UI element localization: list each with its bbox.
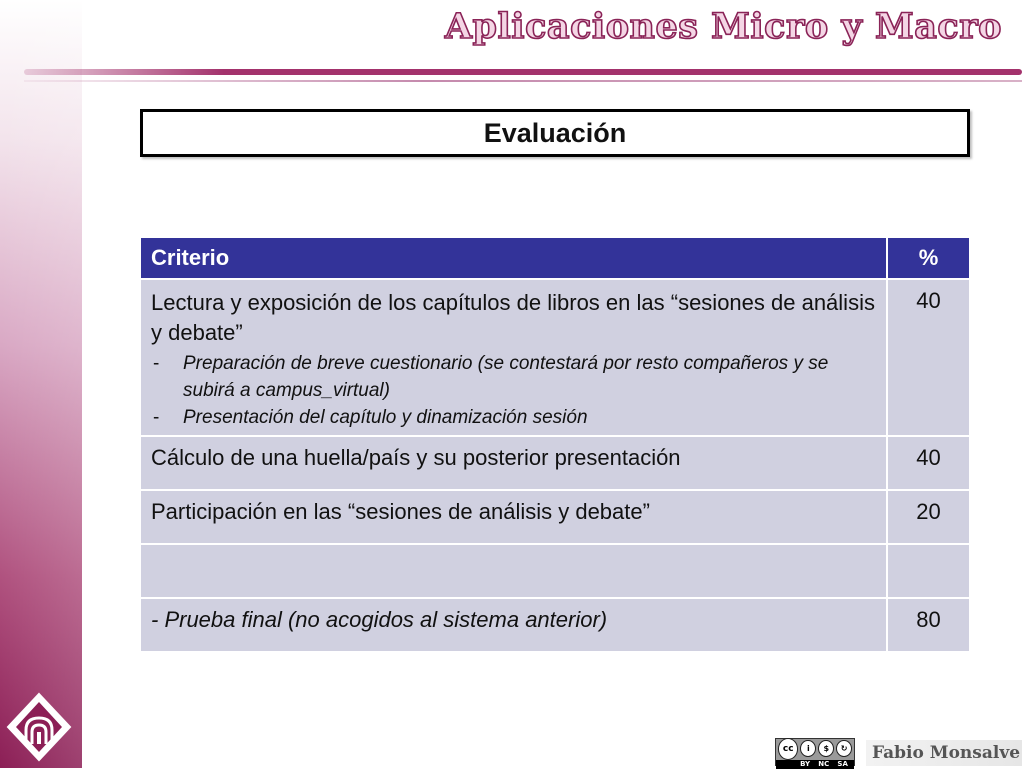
course-title: Aplicaciones Micro y Macro — [444, 6, 1002, 47]
criterion-cell — [141, 545, 888, 599]
table-row — [141, 280, 971, 437]
header-divider-thin — [24, 80, 1022, 82]
creative-commons-badge — [775, 738, 855, 766]
header-percent: % — [888, 238, 971, 280]
attribution-icon: i — [800, 740, 816, 757]
criterion-subitems — [151, 350, 876, 431]
percent-cell — [888, 545, 971, 599]
table-row — [141, 437, 971, 491]
criterion-cell — [141, 280, 888, 437]
criterion-cell: Cálculo de una huella/país y su posterior presentación — [141, 437, 888, 491]
license-label: NC — [818, 760, 830, 768]
license-label: SA — [837, 760, 848, 768]
slide-title-box — [140, 109, 970, 157]
table-row — [141, 491, 971, 545]
side-gradient-band — [0, 0, 82, 768]
criterion-subitem: - Preparación de breve cuestionario (se contestará por resto compañeros y se subirá a campus_virtual) — [151, 350, 876, 404]
slide-title: Evaluación — [483, 117, 627, 148]
criterion-cell: - Prueba final (no acogidos al sistema anterior) — [141, 599, 888, 653]
header-criterion: Criterio — [141, 238, 888, 280]
criterion-text: Lectura y exposición de los capítulos de libros en las “sesiones de análisis y debate” — [151, 290, 875, 345]
sharealike-icon: ↻ — [836, 740, 852, 757]
percent-cell: 40 — [888, 437, 971, 491]
percent-cell: 80 — [888, 599, 971, 653]
author-name: Fabio Monsalve — [866, 740, 1022, 766]
table-row-empty — [141, 545, 971, 599]
evaluation-table — [141, 238, 971, 653]
percent-cell: 40 — [888, 280, 971, 437]
license-label: BY — [800, 760, 811, 768]
noncommercial-icon: $ — [818, 740, 834, 757]
criterion-subitem: - Presentación del capítulo y dinamización sesión — [151, 404, 876, 431]
header-divider — [24, 69, 1022, 75]
table-row — [141, 599, 971, 653]
cc-icon: cc — [778, 738, 798, 760]
percent-cell: 20 — [888, 491, 971, 545]
university-emblem-icon — [6, 692, 72, 762]
table-header-row — [141, 238, 971, 280]
criterion-cell: Participación en las “sesiones de análisis y debate” — [141, 491, 888, 545]
